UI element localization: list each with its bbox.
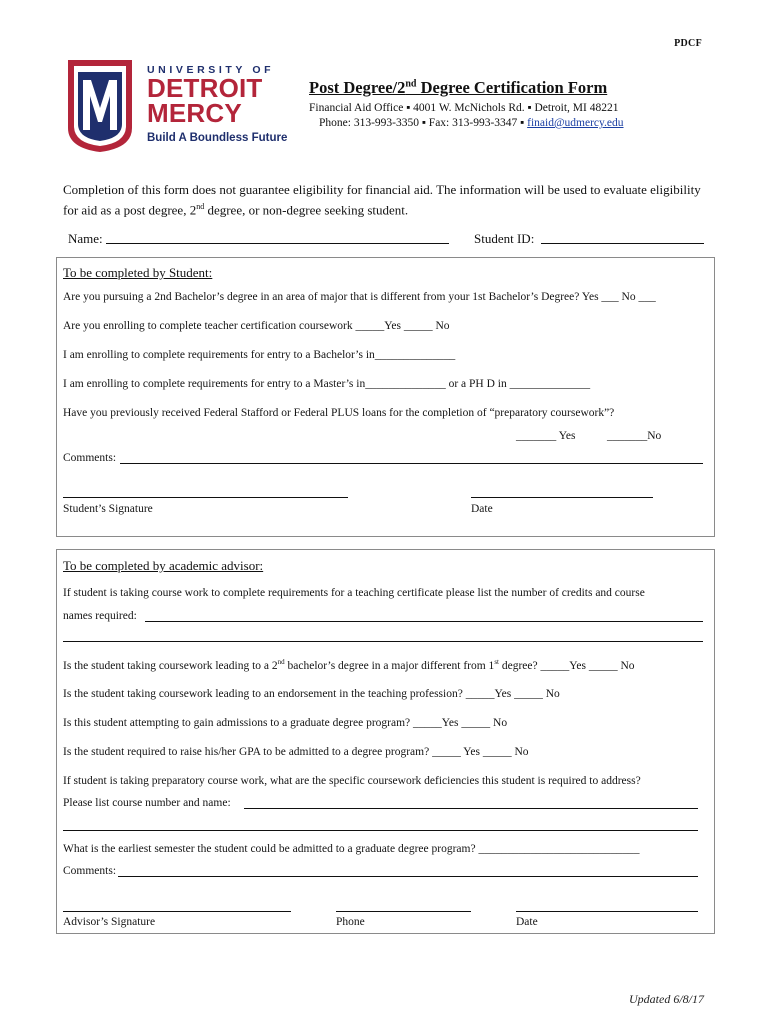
logo-line-mercy: MERCY <box>147 98 242 128</box>
student-comments-label: Comments: <box>63 452 117 464</box>
question-teacher-certification: Are you enrolling to complete teacher certification coursework _____Yes _____ No <box>63 320 450 332</box>
advisor-date-label: Date <box>516 916 538 928</box>
university-logo <box>64 58 292 154</box>
advisor-phone-label: Phone <box>336 916 365 928</box>
course-list-label: Please list course number and name: <box>63 797 231 809</box>
contact-line: Phone: 313-993-3350 ▪ Fax: 313-993-3347 ▪ finaid@udmercy.edu <box>319 117 624 129</box>
student-comments-field[interactable] <box>120 463 703 464</box>
logo-line-university: UNIVERSITY OF <box>147 64 275 76</box>
question-bachelors-entry: I am enrolling to complete requirements for entry to a Bachelor’s in______________ <box>63 349 456 361</box>
question-advisor-second-bachelors: Is the student taking coursework leading to a 2nd bachelor’s degree in a major different from 1st degree? _____Yes _____ No <box>63 658 635 672</box>
shield-icon <box>64 58 136 154</box>
question-masters-entry: I am enrolling to complete requirements for entry to a Master’s in______________ or a PH D in ______________ <box>63 378 591 390</box>
form-title: Post Degree/2nd Degree Certification Form <box>309 78 608 97</box>
prior-loans-yes[interactable]: _______ Yes <box>516 430 576 442</box>
intro-paragraph: Completion of this form does not guarantee eligibility for financial aid. The information will be used to evaluate eligibility for aid as a post degree, 2nd degree, or non-degree seeking student. <box>63 182 701 218</box>
form-code: PDCF <box>674 38 702 49</box>
course-names-label: names required: <box>63 610 137 622</box>
office-address <box>309 101 624 131</box>
student-id-field[interactable] <box>541 243 704 244</box>
logo-line-detroit: DETROIT <box>147 73 263 103</box>
advisor-comments-field[interactable] <box>118 876 698 877</box>
advisor-date-field[interactable] <box>516 911 698 912</box>
question-deficiencies: If student is taking preparatory course work, what are the specific coursework deficiencies this student is required to address? <box>63 775 641 787</box>
student-section-heading: To be completed by Student: <box>63 265 213 280</box>
student-signature-label: Student’s Signature <box>63 503 153 515</box>
advisor-phone-field[interactable] <box>336 911 471 912</box>
course-list-field[interactable] <box>244 808 698 809</box>
question-endorsement: Is the student taking coursework leading to an endorsement in the teaching profession? _____Yes _____ No <box>63 688 560 700</box>
question-prior-loans: Have you previously received Federal Stafford or Federal PLUS loans for the completion of “preparatory coursework”? <box>63 407 615 419</box>
student-id-label: Student ID: <box>474 231 535 246</box>
name-label: Name: <box>68 231 103 246</box>
updated-date: Updated 6/8/17 <box>629 992 704 1006</box>
question-teaching-certificate: If student is taking course work to complete requirements for a teaching certificate please list the number of credits and course <box>63 587 645 599</box>
question-earliest-semester: What is the earliest semester the student could be admitted to a graduate degree program? ____________________________ <box>63 843 640 855</box>
course-names-field-2[interactable] <box>63 641 703 642</box>
student-date-field[interactable] <box>471 497 653 498</box>
logo-tagline: Build A Boundless Future <box>147 132 288 144</box>
course-names-field[interactable] <box>145 621 703 622</box>
address-line: Financial Aid Office ▪ 4001 W. McNichols Rd. ▪ Detroit, MI 48221 <box>309 102 619 114</box>
advisor-comments-label: Comments: <box>63 865 117 877</box>
advisor-section-heading: To be completed by academic advisor: <box>63 558 264 573</box>
course-list-field-2[interactable] <box>63 830 698 831</box>
prior-loans-no[interactable]: _______No <box>607 430 662 442</box>
advisor-signature-field[interactable] <box>63 911 291 912</box>
advisor-signature-label: Advisor’s Signature <box>63 916 156 928</box>
question-graduate-admission: Is this student attempting to gain admissions to a graduate degree program? _____Yes _____ No <box>63 717 508 729</box>
email-link[interactable]: finaid@udmercy.edu <box>527 117 624 129</box>
question-second-bachelors: Are you pursuing a 2nd Bachelor’s degree in an area of major that is different from your 1st Bachelor’s Degree? Yes ___ No ___ <box>63 291 656 303</box>
student-date-label: Date <box>471 503 493 515</box>
question-raise-gpa: Is the student required to raise his/her GPA to be admitted to a degree program? _____ Yes _____ No <box>63 746 529 758</box>
student-signature-field[interactable] <box>63 497 348 498</box>
name-field[interactable] <box>106 243 449 244</box>
